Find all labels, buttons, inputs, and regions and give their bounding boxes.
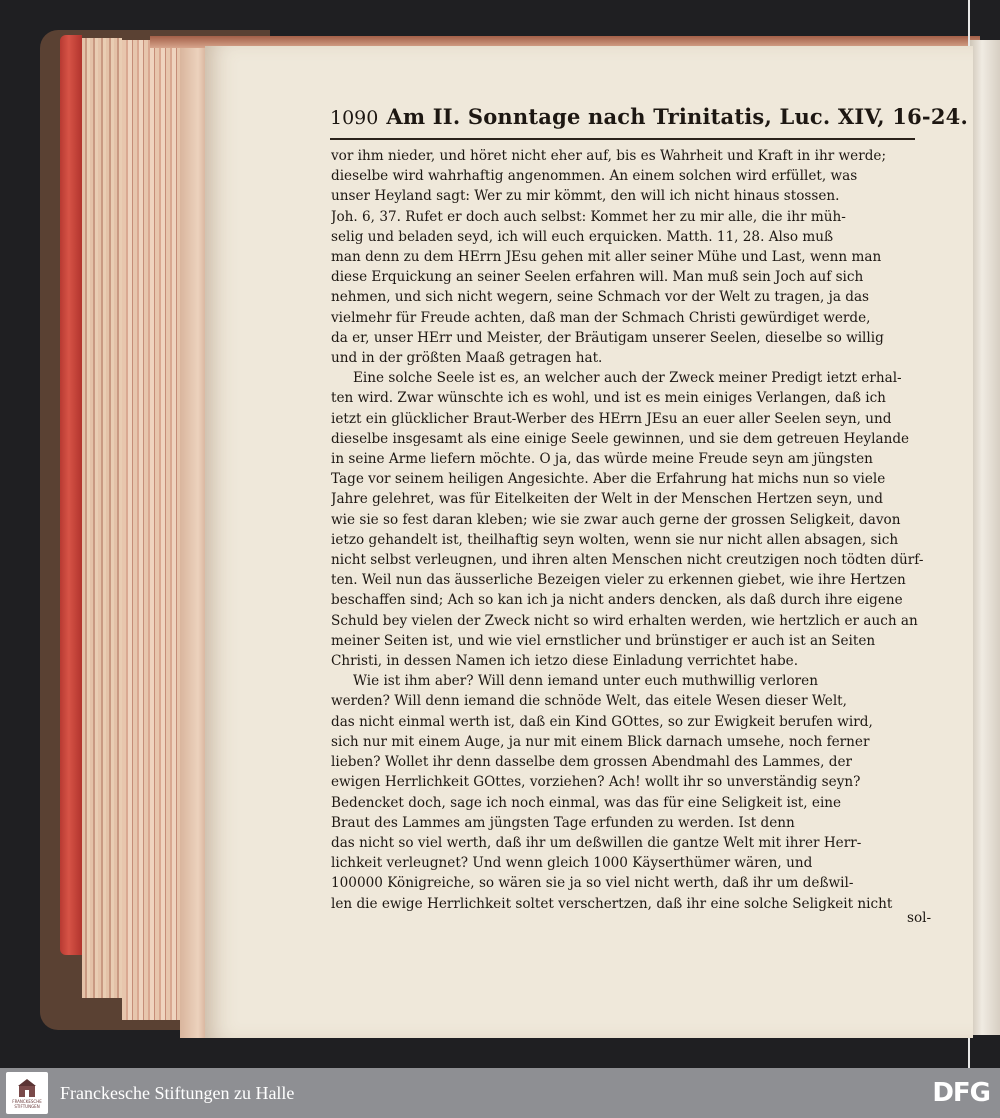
book-page	[205, 46, 973, 1038]
text-line: Eine solche Seele ist es, an welcher auch der Zweck meiner Predigt ietzt erhal-	[353, 370, 902, 387]
text-line: ewigen Herrlichkeit GOttes, vorziehen? Ach! wollt ihr so unverständig seyn?	[331, 774, 861, 791]
text-line: in seine Arme liefern möchte. O ja, das würde meine Freude seyn am jüngsten	[331, 451, 873, 468]
text-line: und in der größten Maaß getragen hat.	[331, 350, 603, 367]
text-line: Tage vor seinem heiligen Angesichte. Aber die Erfahrung hat michs nun so viele	[331, 471, 886, 488]
page-body	[331, 146, 935, 914]
text-line: vielmehr für Freude achten, daß man der Schmach Christi gewürdiget werde,	[331, 309, 871, 326]
facing-page-edge	[970, 40, 1000, 1035]
building-icon	[17, 1077, 37, 1099]
page-number: 1090	[330, 107, 379, 129]
text-line: man denn zu dem HErrn JEsu gehen mit aller seiner Mühe und Last, wenn man	[331, 249, 882, 266]
text-line: Jahre gelehret, was für Eitelkeiten der Welt in der Menschen Hertzen seyn, und	[331, 491, 883, 508]
logo-text: FRANCKESCHE STIFTUNGEN	[12, 1099, 42, 1109]
text-line: lichkeit verleugnet? Und wenn gleich 1000 Käyserthümer wären, und	[331, 855, 813, 872]
text-line: lieben? Wollet ihr denn dasselbe dem grossen Abendmahl des Lammes, der	[331, 754, 853, 771]
text-line: Bedencket doch, sage ich noch einmal, was das für eine Seligkeit ist, eine	[331, 794, 842, 811]
text-line: wie sie so fest daran kleben; wie sie zwar auch gerne der grossen Seligkeit, davon	[331, 511, 901, 528]
text-line: Christi, in dessen Namen ich ietzo diese Einladung verrichtet habe.	[331, 653, 799, 670]
institution-name[interactable]: Franckesche Stiftungen zu Halle	[60, 1082, 295, 1103]
text-line: Wie ist ihm aber? Will denn iemand unter euch muthwillig verloren	[353, 673, 818, 690]
text-line: selig und beladen seyd, ich will euch erquicken. Matth. 11, 28. Also muß	[331, 228, 834, 245]
header-rule	[330, 138, 915, 140]
text-line: 100000 Königreiche, so wären sie ja so viel nicht werth, daß ihr um deßwil-	[331, 875, 854, 892]
text-line: Braut des Lammes am jüngsten Tage erfunden zu werden. Ist denn	[331, 814, 795, 831]
text-line: dieselbe wird wahrhaftig angenommen. An einem solchen wird erfüllet, was	[331, 168, 858, 185]
catchword: sol-	[907, 910, 932, 926]
text-line: da er, unser HErr und Meister, der Bräutigam unserer Seelen, dieselbe so willig	[331, 329, 884, 346]
text-line: nehmen, und sich nicht wegern, seine Schmach vor der Welt zu tragen, ja das	[331, 289, 870, 306]
text-line: das nicht einmal werth ist, daß ein Kind GOttes, so zur Ewigkeit berufen wird,	[331, 713, 873, 730]
text-line: diese Erquickung an seiner Seelen erfahren will. Man muß sein Joch auf sich	[331, 269, 864, 286]
text-line: das nicht so viel werth, daß ihr um deßwillen die gantze Welt mit ihrer Herr-	[331, 834, 862, 851]
text-line: ten wird. Zwar wünschte ich es wohl, und ist es mein einiges Verlangen, daß ich	[331, 390, 886, 407]
page-header	[330, 104, 968, 129]
page-edges	[82, 38, 122, 998]
text-line: unser Heyland sagt: Wer zu mir kömmt, den will ich nicht hinaus stossen.	[331, 188, 840, 205]
text-line: ietzo gehandelt ist, theilhaftig seyn wolten, wenn sie nur nicht allen absagen, sich	[331, 531, 899, 548]
text-line: len die ewige Herrlichkeit soltet verschertzen, daß ihr eine solche Seligkeit nicht	[331, 895, 893, 912]
running-title: Am II. Sonntage nach Trinitatis, Luc. XIV, 16-24.	[386, 104, 968, 129]
text-line: dieselbe insgesamt als eine einige Seele gewinnen, und sie dem getreuen Heylande	[331, 430, 910, 447]
text-line: ietzt ein glücklicher Braut-Werber des HErrn JEsu an euer aller Seelen seyn, und	[331, 410, 892, 427]
text-line: Schuld bey vielen der Zweck nicht so wird erhalten werden, wie hertzlich er auch an	[331, 612, 918, 629]
text-line: Joh. 6, 37. Rufet er doch auch selbst: Kommet her zu mir alle, die ihr müh-	[331, 208, 846, 225]
text-line: sich nur mit einem Auge, ja nur mit einem Blick darnach umsehe, noch ferner	[331, 733, 870, 750]
dfg-logo[interactable]: DFG	[932, 1078, 990, 1108]
text-line: ten. Weil nun das äusserliche Bezeigen vieler zu erkennen giebet, wie ihre Hertzen	[331, 572, 906, 589]
text-line: vor ihm nieder, und höret nicht eher auf, bis es Wahrheit und Kraft in ihr werde;	[331, 148, 887, 164]
institution-logo[interactable]	[6, 1072, 48, 1114]
text-line: meiner Seiten ist, und wie viel ernstlicher und brünstiger er auch ist an Seiten	[331, 632, 876, 649]
text-line: beschaffen sind; Ach so kan ich ja nicht anders dencken, als daß durch ihre eigene	[331, 592, 903, 609]
text-line: nicht selbst verleugnen, und ihren alten Menschen nicht creutzigen noch tödten dürf-	[331, 552, 924, 569]
viewer-footer	[0, 1068, 1000, 1118]
text-line: werden? Will denn iemand die schnöde Welt, das eitele Wesen dieser Welt,	[331, 693, 847, 710]
red-page-edge	[60, 35, 82, 955]
